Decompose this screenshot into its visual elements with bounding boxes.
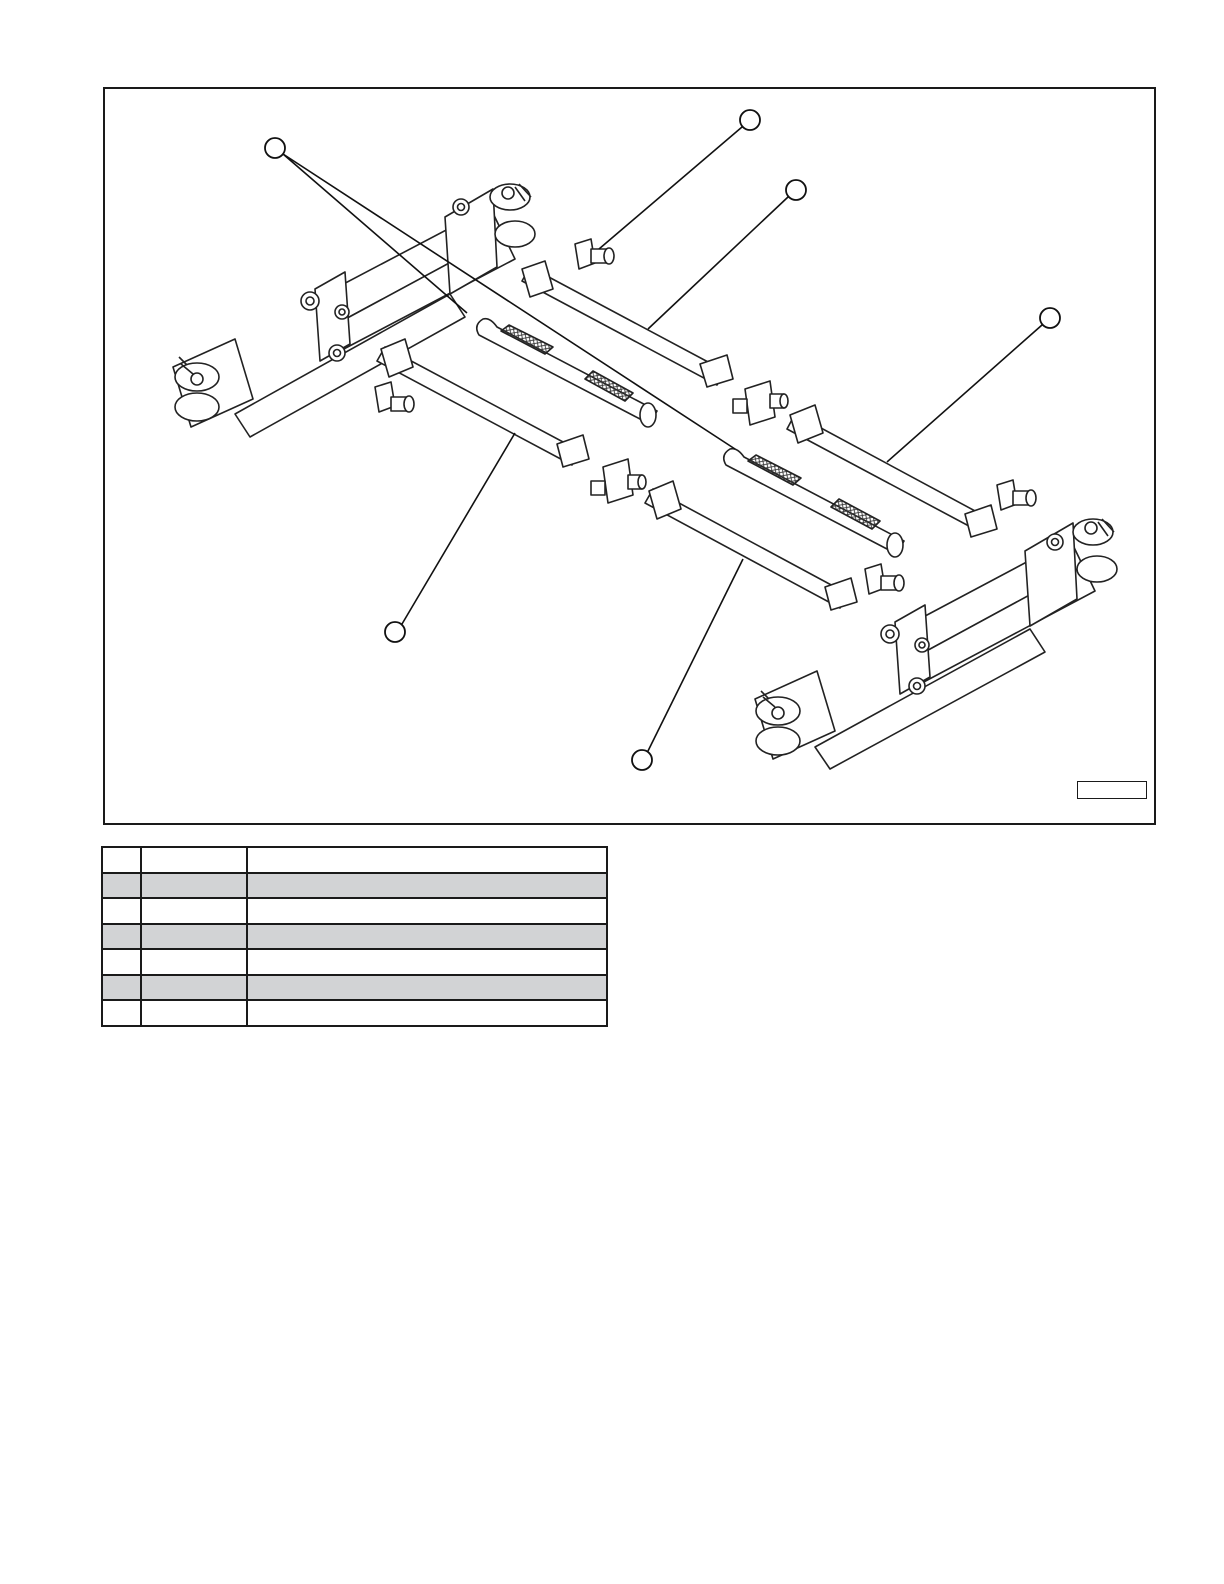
description-cell <box>247 847 607 873</box>
tee-fitting-lower <box>591 459 646 503</box>
description-cell <box>247 924 607 950</box>
elbow-fitting-bottom <box>865 564 904 594</box>
description-cell <box>247 898 607 924</box>
table-row <box>102 924 607 950</box>
exploded-parts-figure <box>103 87 1156 825</box>
table-row <box>102 975 607 1001</box>
item-cell <box>102 949 141 975</box>
part-number-cell <box>141 847 247 873</box>
table-row <box>102 847 607 873</box>
hydraulic-cylinder-illustration <box>105 89 1158 827</box>
table-row <box>102 1000 607 1026</box>
elbow-fitting-right <box>997 480 1036 510</box>
description-cell <box>247 1000 607 1026</box>
table-row <box>102 898 607 924</box>
part-number-cell <box>141 898 247 924</box>
description-cell <box>247 975 607 1001</box>
table-row <box>102 873 607 899</box>
elbow-fitting-left <box>375 382 414 412</box>
item-cell <box>102 975 141 1001</box>
parts-list-table <box>101 846 608 1027</box>
part-number-cell <box>141 924 247 950</box>
table-row <box>102 949 607 975</box>
part-number-cell <box>141 1000 247 1026</box>
figure-id-box <box>1077 781 1147 799</box>
cylinder-right <box>755 519 1117 769</box>
description-cell <box>247 949 607 975</box>
hose-right <box>787 405 997 537</box>
item-cell <box>102 898 141 924</box>
callout-elbow-fitting <box>740 110 760 130</box>
tee-fitting-upper <box>733 381 788 425</box>
part-number-cell <box>141 949 247 975</box>
callout-hose-left <box>385 622 405 642</box>
item-cell <box>102 1000 141 1026</box>
item-cell <box>102 847 141 873</box>
callout-hose-bottom <box>632 750 652 770</box>
item-cell <box>102 873 141 899</box>
callout-hose-top <box>786 180 806 200</box>
part-number-cell <box>141 975 247 1001</box>
elbow-fitting-top <box>575 239 614 269</box>
description-cell <box>247 873 607 899</box>
callout-hose-guards <box>265 138 285 158</box>
item-cell <box>102 924 141 950</box>
callout-hose-right <box>1040 308 1060 328</box>
part-number-cell <box>141 873 247 899</box>
